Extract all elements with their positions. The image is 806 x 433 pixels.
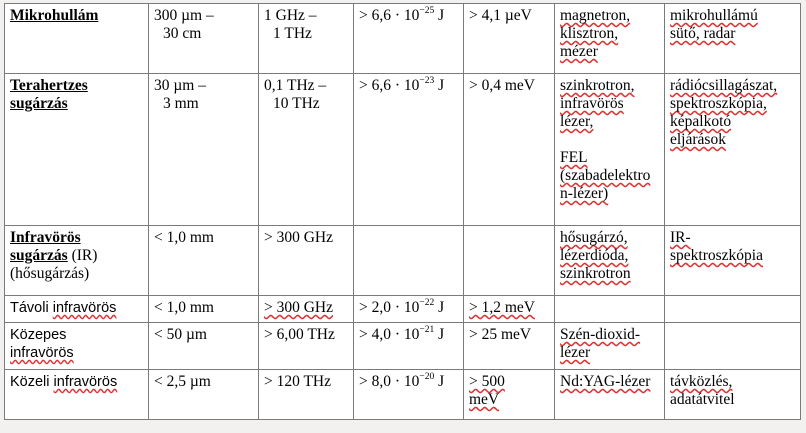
band-name: Terahertzes	[10, 77, 88, 94]
applications-cell	[665, 323, 801, 370]
source-item: n-lézer)	[560, 185, 609, 202]
wavelength-cell	[149, 74, 259, 226]
band-name: Közepes	[10, 327, 67, 343]
energy-j-value: > 6,6 · 10	[359, 77, 420, 94]
wavelength-cell	[149, 4, 259, 74]
application-item: rádiócsillagászat,	[670, 77, 778, 94]
band-name: Infravörös	[10, 229, 81, 246]
energy-j-unit: J	[434, 7, 445, 24]
energy-ev-cell	[464, 4, 555, 74]
band-name-sub: (hősugárzás)	[10, 265, 90, 282]
sources-cell	[555, 4, 665, 74]
energy-j-cell	[354, 296, 464, 323]
applications-cell	[665, 4, 801, 74]
application-item: eljárások	[670, 131, 726, 148]
energy-j-unit: J	[434, 373, 445, 390]
sources-cell	[555, 296, 665, 323]
band-name-cell	[5, 4, 149, 74]
wavelength-line: 30 µm –	[154, 77, 206, 94]
source-item: lézerdióda,	[560, 247, 629, 264]
application-item: IR-	[670, 229, 691, 246]
band-name: sugárzás	[10, 95, 68, 112]
energy-j-cell	[354, 226, 464, 296]
wavelength-cell	[149, 370, 259, 420]
energy-j-exponent: −22	[419, 297, 435, 308]
applications-cell	[665, 74, 801, 226]
energy-j-unit: J	[434, 299, 445, 316]
energy-ev-unit: meV	[469, 391, 500, 408]
energy-ev-cell	[464, 323, 555, 370]
frequency-cell	[259, 4, 354, 74]
wavelength-cell	[149, 296, 259, 323]
energy-ev-value: > 1,2 meV	[469, 299, 535, 316]
energy-ev-value: > 0,4 meV	[469, 77, 535, 94]
energy-j-unit: J	[434, 77, 445, 94]
table-row	[5, 296, 801, 323]
energy-j-value: > 2,0 · 10	[359, 299, 420, 316]
frequency-line: > 6,00 THz	[264, 326, 335, 343]
frequency-line: > 120 THz	[264, 373, 332, 390]
frequency-cell	[259, 74, 354, 226]
band-name: sugárzás	[10, 247, 68, 264]
wavelength-line: < 1,0 mm	[154, 299, 214, 316]
band-name-cell	[5, 370, 149, 420]
energy-j-unit: J	[434, 326, 445, 343]
energy-ev-cell	[464, 226, 555, 296]
application-item: adatátvitel	[670, 391, 735, 408]
applications-cell	[665, 226, 801, 296]
source-item: szinkrotron,	[560, 77, 635, 94]
band-name: infravörös	[52, 300, 117, 316]
table-row	[5, 323, 801, 370]
energy-ev-cell	[464, 74, 555, 226]
band-name-cell	[5, 226, 149, 296]
source-item: Szén-dioxid-	[560, 326, 641, 343]
wavelength-line: 300 µm –	[154, 7, 214, 24]
source-item: infravörös	[560, 95, 624, 112]
table-row	[5, 370, 801, 420]
energy-ev-cell	[464, 296, 555, 323]
energy-j-value: > 6,6 · 10	[359, 7, 420, 24]
energy-ev-cell	[464, 370, 555, 420]
energy-j-exponent: −23	[419, 75, 435, 86]
source-item: FEL	[560, 149, 588, 166]
application-item: mikrohullámú	[670, 7, 758, 24]
energy-j-value: > 8,0 · 10	[359, 373, 420, 390]
frequency-line: 1 GHz –	[264, 7, 317, 24]
source-item: klisztron,	[560, 25, 619, 42]
sources-cell	[555, 370, 665, 420]
band-name-cell	[5, 74, 149, 226]
band-name: infravörös	[53, 374, 118, 390]
source-item: hősugárzó,	[560, 229, 628, 246]
application-item: távközlés,	[670, 373, 733, 390]
source-item: mézer	[560, 43, 598, 60]
band-name-cell	[5, 323, 149, 370]
energy-j-cell	[354, 4, 464, 74]
sources-cell	[555, 74, 665, 226]
band-name: infravörös	[10, 345, 74, 361]
band-name-suffix: (IR)	[67, 247, 98, 264]
frequency-line: > 300 GHz	[264, 229, 334, 246]
energy-j-exponent: −25	[419, 5, 435, 16]
energy-ev-value: > 25 meV	[469, 326, 532, 343]
applications-cell	[665, 370, 801, 420]
frequency-line: 10 THz	[273, 95, 320, 112]
energy-j-exponent: −21	[419, 324, 435, 335]
band-name-cell	[5, 296, 149, 323]
band-name: Távoli	[10, 300, 53, 316]
source-item: Nd:YAG-lézer	[560, 373, 651, 390]
sources-cell	[555, 323, 665, 370]
frequency-line: > 300 GHz	[264, 299, 334, 316]
wavelength-line: < 50 µm	[154, 326, 207, 343]
frequency-cell	[259, 323, 354, 370]
wavelength-line: 3 mm	[163, 95, 199, 112]
application-item: sütő, radar	[670, 25, 736, 42]
energy-j-exponent: −20	[419, 371, 435, 382]
table-row	[5, 4, 801, 74]
table-row	[5, 74, 801, 226]
wavelength-line: < 1,0 mm	[154, 229, 214, 246]
applications-cell	[665, 296, 801, 323]
frequency-cell	[259, 370, 354, 420]
frequency-line: 1 THz	[273, 25, 312, 42]
energy-j-cell	[354, 323, 464, 370]
frequency-cell	[259, 226, 354, 296]
application-item: spektroszkópia,	[670, 95, 767, 112]
source-item: szinkrotron	[560, 265, 631, 282]
wavelength-cell	[149, 226, 259, 296]
energy-ev-value: > 500	[469, 373, 505, 390]
application-item: spektroszkópia	[670, 247, 763, 264]
frequency-cell	[259, 296, 354, 323]
band-name: Mikrohullám	[10, 7, 99, 24]
energy-j-cell	[354, 370, 464, 420]
band-name: Közeli	[10, 374, 54, 390]
source-item: magnetron,	[560, 7, 631, 24]
source-item: (szabadelektro	[560, 167, 651, 184]
energy-j-cell	[354, 74, 464, 226]
spectrum-table	[4, 3, 801, 420]
source-item: lézer,	[560, 113, 594, 130]
energy-j-value: > 4,0 · 10	[359, 326, 420, 343]
table-row	[5, 226, 801, 296]
wavelength-line: < 2,5 µm	[154, 373, 211, 390]
wavelength-cell	[149, 323, 259, 370]
application-item: képalkotó	[670, 113, 732, 130]
wavelength-line: 30 cm	[163, 25, 202, 42]
sources-cell	[555, 226, 665, 296]
energy-ev-value: > 4,1 µeV	[469, 7, 532, 24]
frequency-line: 0,1 THz –	[264, 77, 327, 94]
source-item: lézer	[560, 344, 591, 361]
